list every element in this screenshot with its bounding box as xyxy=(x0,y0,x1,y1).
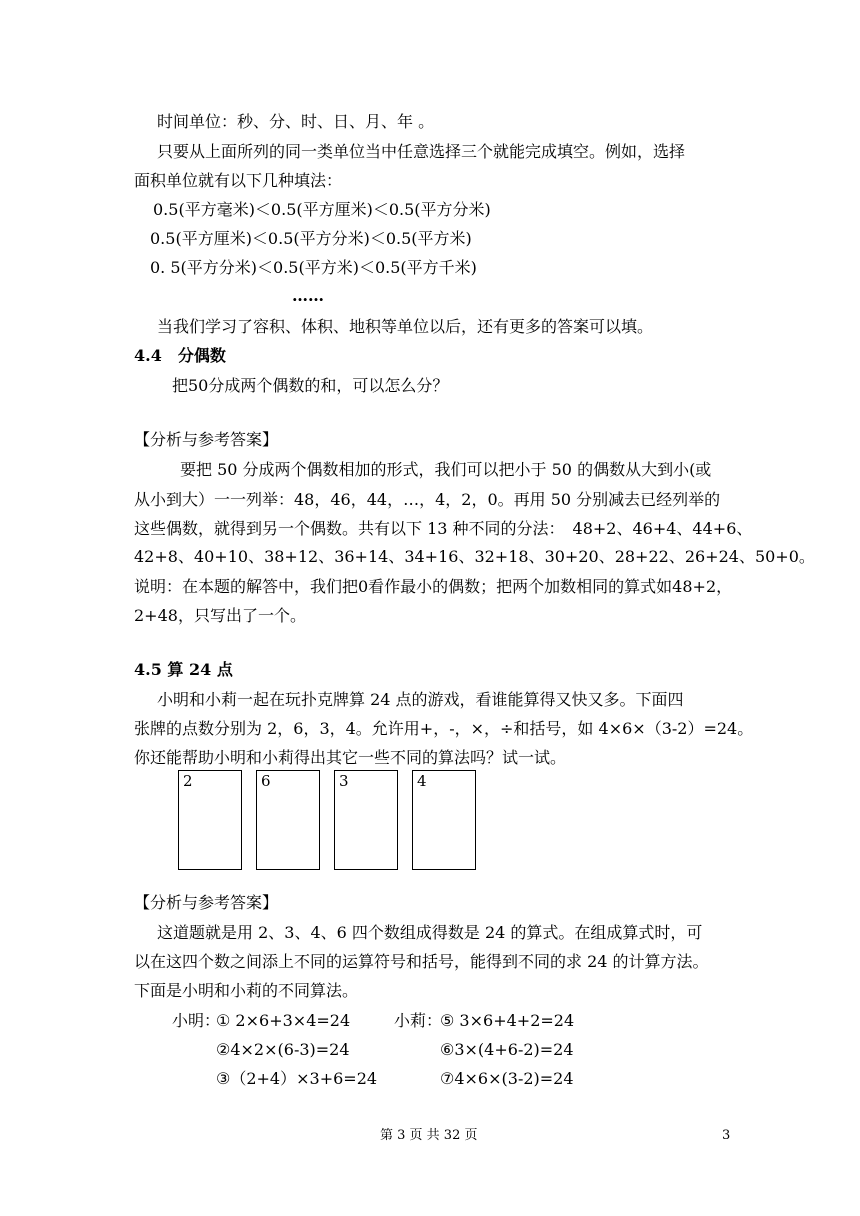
answer-line-4-5-2: 以在这四个数之间添上不同的运算符号和括号，能得到不同的求 24 的计算方法。 xyxy=(134,952,709,971)
intro-line-1: 只要从上面所列的同一类单位当中任意选择三个就能完成填空。例如，选择 xyxy=(157,142,686,161)
analysis-heading-4-4: 【分析与参考答案】 xyxy=(134,430,279,449)
xiaoli-method-1: ⑤ 3×6+4+2=24 xyxy=(440,1011,575,1030)
answer-line-4-4-2: 从小到大）一一列举：48，46，44，…，4，2，0。再用 50 分别减去已经列举的 xyxy=(134,490,721,509)
closing-line: 当我们学习了容积、体积、地积等单位以后，还有更多的答案可以填。 xyxy=(157,317,654,336)
answer-line-4-4-1: 要把 50 分成两个偶数相加的形式，我们可以把小于 50 的偶数从大到小(或 xyxy=(180,460,712,479)
xiaoli-label: 小莉： xyxy=(394,1011,443,1030)
section-4-4-heading: 4.4 分偶数 xyxy=(134,346,226,365)
time-units-line: 时间单位：秒、分、时、日、月、年 。 xyxy=(157,112,435,131)
xiaoming-method-3: ③（2+4）×3+6=24 xyxy=(216,1069,378,1088)
card-value: 4 xyxy=(417,772,427,790)
card-value: 6 xyxy=(261,772,271,790)
note-line-1: 说明：在本题的解答中，我们把0看作最小的偶数；把两个加数相同的算式如48+2， xyxy=(134,577,733,596)
playing-card-2 xyxy=(178,770,242,870)
ellipsis: …… xyxy=(292,286,324,305)
playing-card-4 xyxy=(412,770,476,870)
xiaoli-method-3: ⑦4×6×(3-2)=24 xyxy=(440,1069,574,1088)
answer-line-4-5-3: 下面是小明和小莉的不同算法。 xyxy=(134,981,359,1000)
section-4-5-heading: 4.5 算 24 点 xyxy=(134,660,233,679)
section-4-4-question: 把50分成两个偶数的和，可以怎么分？ xyxy=(172,376,449,395)
card-value: 2 xyxy=(183,772,193,790)
area-example-1: 0.5(平方毫米)＜0.5(平方厘米)＜0.5(平方分米) xyxy=(153,200,491,219)
note-line-2: 2+48，只写出了一个。 xyxy=(134,606,306,625)
answer-line-4-4-3: 这些偶数，就得到另一个偶数。共有以下 13 种不同的分法： 48+2、46+4、44+6、 xyxy=(134,519,753,538)
xiaoli-method-2: ⑥3×(4+6-2)=24 xyxy=(440,1040,574,1059)
xiaoming-method-1: ① 2×6+3×4=24 xyxy=(216,1011,351,1030)
playing-card-6 xyxy=(256,770,320,870)
page-info: 第 3 页 共 32 页 xyxy=(380,1128,478,1143)
xiaoming-method-2: ②4×2×(6-3)=24 xyxy=(216,1040,350,1059)
intro-line-2: 面积单位就有以下几种填法： xyxy=(134,171,343,190)
xiaoming-label: 小明： xyxy=(172,1011,221,1030)
answer-line-4-4-4: 42+8、40+10、38+12、36+14、34+16、32+18、30+20、28+22、26+24、50+0。 xyxy=(134,547,815,566)
card-value: 3 xyxy=(339,772,349,790)
analysis-heading-4-5: 【分析与参考答案】 xyxy=(134,893,279,912)
answer-line-4-5-1: 这道题就是用 2、3、4、6 四个数组成得数是 24 的算式。在组成算式时，可 xyxy=(157,923,703,942)
area-example-3: 0. 5(平方分米)＜0.5(平方米)＜0.5(平方千米) xyxy=(150,258,477,277)
problem-line-1: 小明和小莉一起在玩扑克牌算 24 点的游戏，看谁能算得又快又多。下面四 xyxy=(157,690,684,709)
problem-line-2: 张牌的点数分别为 2，6，3，4。允许用+，-，×，÷和括号，如 4×6×（3-2）=24。 xyxy=(134,719,754,738)
area-example-2: 0.5(平方厘米)＜0.5(平方分米)＜0.5(平方米) xyxy=(150,229,472,248)
page-number: 3 xyxy=(722,1128,731,1143)
problem-line-3: 你还能帮助小明和小莉得出其它一些不同的算法吗？试一试。 xyxy=(134,748,567,767)
playing-card-3 xyxy=(334,770,398,870)
